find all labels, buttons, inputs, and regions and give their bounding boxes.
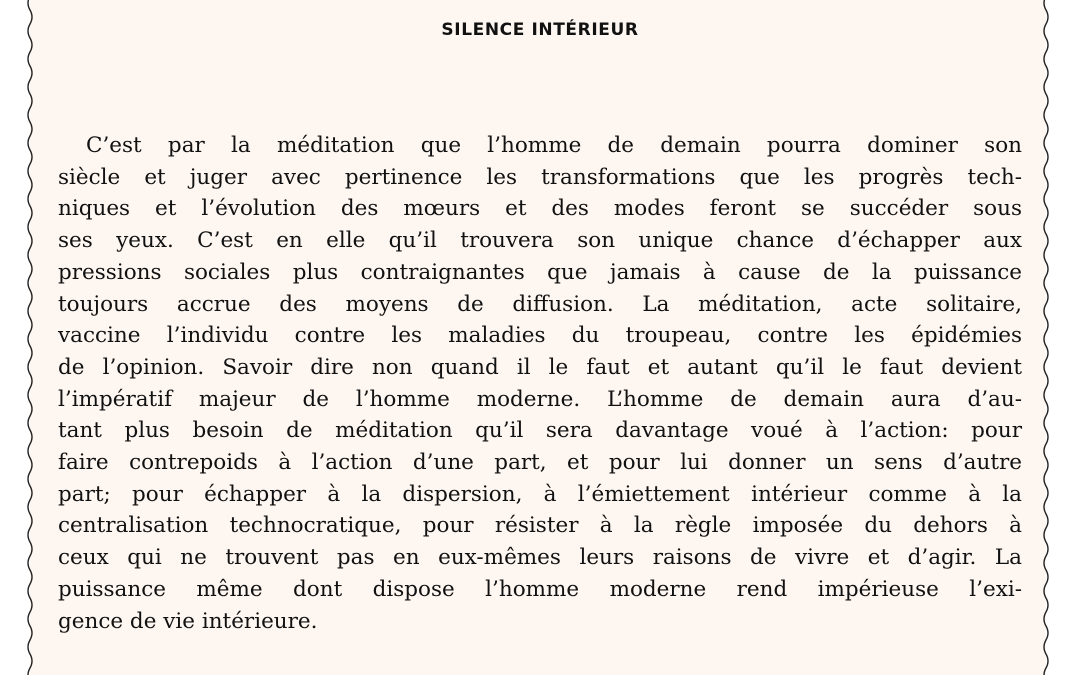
right-wavy-border (1040, 0, 1054, 675)
text-line: l’impératif majeur de l’homme moderne. L’homme de demain aura d’au- (58, 386, 1022, 412)
text-line: ses yeux. C’est en elle qu’il trouvera son unique chance d’échapper aux (58, 228, 1022, 254)
text-line: toujours accrue des moyens de diffusion. La méditation, acte solitaire, (58, 291, 1022, 317)
text-line: niques et l’évolution des mœurs et des modes feront se succéder sous (58, 196, 1022, 222)
left-wavy-border (24, 0, 38, 675)
body-paragraph (58, 130, 1022, 637)
text-line: part; pour échapper à la dispersion, à l’émiettement intérieur comme à la (58, 481, 1022, 507)
section-title: SILENCE INTÉRIEUR (441, 20, 639, 40)
text-line: faire contrepoids à l’action d’une part, et pour lui donner un sens d’autre (58, 450, 1022, 476)
text-line: de l’opinion. Savoir dire non quand il le faut et autant qu’il le faut devient (58, 354, 1022, 380)
text-line: C’est par la méditation que l’homme de demain pourra dominer son (86, 133, 1022, 158)
text-line: siècle et juger avec pertinence les transformations que les progrès tech- (58, 164, 1022, 190)
text-line: vaccine l’individu contre les maladies du troupeau, contre les épidémies (58, 323, 1022, 349)
text-line: tant plus besoin de méditation qu’il sera davantage voué à l’action: pour (58, 418, 1022, 444)
text-line: pressions sociales plus contraignantes que jamais à cause de la puissance (58, 259, 1022, 285)
text-line: ceux qui ne trouvent pas en eux-mêmes leurs raisons de vivre et d’agir. La (58, 545, 1022, 571)
text-line: puissance même dont dispose l’homme moderne rend impérieuse l’exi- (58, 576, 1022, 602)
text-line: centralisation technocratique, pour résister à la règle imposée du dehors à (58, 513, 1022, 539)
text-line: gence de vie intérieure. (58, 608, 318, 634)
